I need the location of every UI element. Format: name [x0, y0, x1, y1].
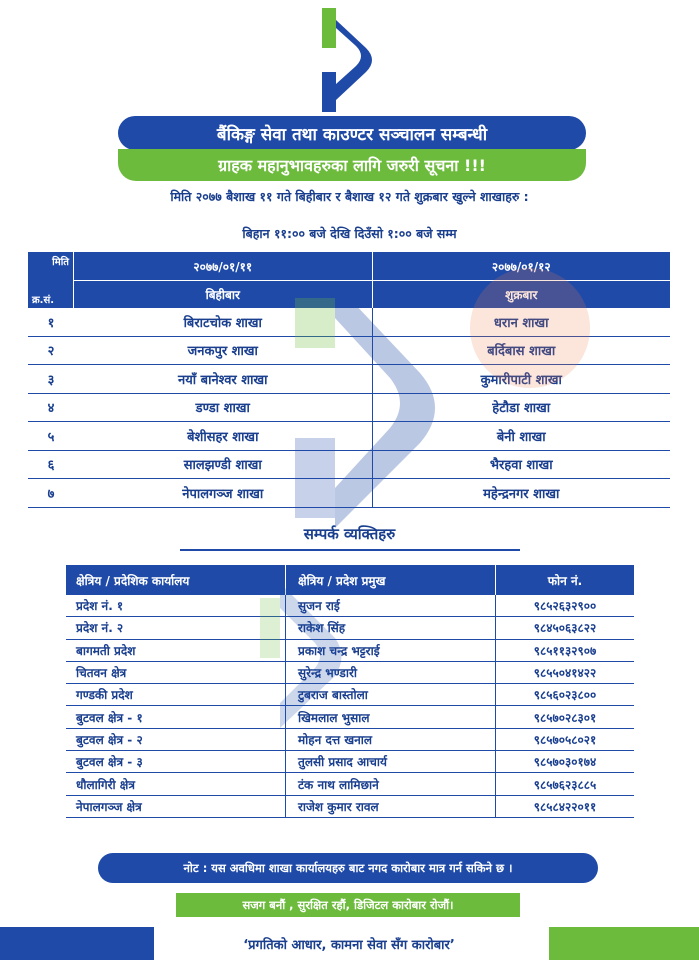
branch-table-header-dates	[28, 252, 670, 280]
branch-table	[28, 252, 670, 508]
contact-phone: ९८५५०४१४२२	[533, 666, 597, 681]
header-corner-bottom	[28, 280, 74, 308]
contact-office: बुटवल क्षेत्र - १	[66, 706, 286, 727]
contact-office: प्रदेश नं. १	[66, 595, 286, 616]
contact-chief: प्रकाश चन्द्र भट्टराई	[286, 640, 496, 661]
branch-sn: ६	[47, 458, 55, 474]
day-col-1: बिहीबार	[74, 280, 373, 308]
branch-thursday: सालझण्डी शाखा	[74, 451, 373, 479]
branch-sn: ४	[47, 401, 55, 417]
header-chief: क्षेत्रिय / प्रदेश प्रमुख	[286, 565, 496, 595]
branch-friday: हेटौडा शाखा	[492, 401, 551, 417]
contact-office: गण्डकी प्रदेश	[66, 684, 286, 705]
contacts-table	[66, 565, 634, 818]
footer-text: ‘प्रगतिको आधार, कामना सेवा सँग कारोबार’	[243, 937, 455, 953]
contact-phone: ९८५२६३२९००	[533, 599, 597, 614]
note-bar	[98, 853, 598, 883]
contact-office: धौलागिरी क्षेत्र	[66, 773, 286, 794]
branch-sn: ७	[47, 486, 55, 502]
branch-thursday: बिराटचोक शाखा	[74, 308, 373, 336]
header-phone: फोन नं.	[547, 573, 583, 588]
branch-friday: बर्दिबास शाखा	[487, 344, 556, 360]
branch-row	[28, 308, 670, 337]
branch-row	[28, 479, 670, 508]
contact-office: प्रदेश नं. २	[66, 617, 286, 638]
contact-chief: टंक नाथ लामिछाने	[286, 773, 496, 794]
contact-chief: राजेश कुमार रावल	[286, 796, 496, 817]
contact-row	[66, 662, 634, 684]
note-text: नोट : यस अवधिमा शाखा कार्यालयहरु बाट नगद कारोबार मात्र गर्न सकिने छ ।	[183, 860, 513, 875]
page-subtitle: ग्राहक महानुभावहरुका लागि जरुरी सूचना !!!	[218, 156, 486, 175]
contact-office: चितवन क्षेत्र	[66, 662, 286, 683]
branch-friday: महेन्द्रनगर शाखा	[483, 486, 560, 502]
contacts-title: सम्पर्क व्यक्तिहरु	[303, 525, 396, 543]
contact-phone: ९८५७६२३८८५	[533, 777, 597, 792]
contact-phone: ९८५११३२९०७	[533, 643, 597, 658]
info-line: मिति २०७७ बैशाख ११ गते बिहीबार र बैशाख १२ गते शुक्रबार खुल्ने शाखाहरु :	[170, 189, 529, 204]
branch-row	[28, 365, 670, 394]
branch-friday: कुमारीपाटी शाखा	[480, 372, 562, 388]
contacts-table-header	[66, 565, 634, 595]
contact-phone: ९८५८४२२०११	[533, 799, 597, 814]
branch-sn: १	[47, 315, 55, 331]
contact-row	[66, 595, 634, 617]
contact-row	[66, 640, 634, 662]
contact-chief: तुलसी प्रसाद आचार्य	[286, 751, 496, 772]
branch-friday: धरान शाखा	[493, 315, 549, 331]
contact-office: नेपालगञ्ज क्षेत्र	[66, 796, 286, 817]
footer-bar	[154, 927, 544, 960]
contact-row	[66, 773, 634, 795]
contact-chief: राकेश सिंह	[286, 617, 496, 638]
contact-row	[66, 751, 634, 773]
contact-row	[66, 796, 634, 818]
corner-sn-label: क्र.सं.	[32, 295, 55, 306]
contact-chief: खिमलाल भुसाल	[286, 706, 496, 727]
branch-thursday: जनकपुर शाखा	[74, 337, 373, 365]
branch-row	[28, 394, 670, 423]
page-title: बैंकिङ्ग सेवा तथा काउण्टर सञ्चालन सम्बन्धी	[216, 124, 488, 145]
branch-row	[28, 337, 670, 366]
contact-row	[66, 684, 634, 706]
contact-office: बुटवल क्षेत्र - ३	[66, 751, 286, 772]
contact-chief: मोहन दत्त खनाल	[286, 729, 496, 750]
bank-logo-icon	[322, 8, 378, 112]
branch-thursday: डण्डा शाखा	[74, 394, 373, 422]
contact-phone: ९८४५०६३८२२	[533, 621, 597, 636]
contact-phone: ९८५७०३०१७४	[533, 755, 597, 770]
branch-friday: भैरहवा शाखा	[489, 458, 553, 474]
contact-chief: टुबराज बास्तोला	[286, 684, 496, 705]
date-col-2: २०७७/०१/१२	[491, 259, 551, 274]
branch-row	[28, 451, 670, 480]
header-office: क्षेत्रिय / प्रदेशिक कार्यालय	[66, 565, 286, 595]
time-line: बिहान ११:०० बजे देखि दिउँसो १:०० बजे सम्म	[242, 226, 457, 241]
contact-row	[66, 706, 634, 728]
contact-row	[66, 617, 634, 639]
contact-office: बागमती प्रदेश	[66, 640, 286, 661]
day-col-2: शुक्रबार	[373, 280, 671, 308]
branch-thursday: नेपालगञ्ज शाखा	[74, 479, 373, 507]
footer-right-block	[549, 927, 699, 960]
branch-thursday: बेशीसहर शाखा	[74, 422, 373, 450]
slogan-text: सजग बनौं , सुरक्षित रहौं, डिजिटल कारोबार रोजौं।	[242, 897, 454, 912]
contact-phone: ९८५६०२३८००	[533, 688, 597, 703]
title-banner	[118, 116, 586, 150]
branch-sn: २	[47, 344, 55, 360]
contact-phone: ९८५७०५८०२१	[533, 732, 597, 747]
corner-date-label: मिति	[52, 257, 69, 268]
contact-chief: सुजन राई	[286, 595, 496, 616]
branch-sn: ५	[47, 429, 55, 445]
branch-sn: ३	[47, 372, 55, 388]
footer-left-block	[0, 927, 154, 960]
branch-friday: बेनी शाखा	[496, 429, 546, 445]
branch-row	[28, 422, 670, 451]
date-col-1: २०७७/०१/११	[74, 252, 373, 280]
slogan-bar	[176, 893, 520, 917]
branch-table-header-days	[28, 280, 670, 308]
contact-row	[66, 729, 634, 751]
contact-office: बुटवल क्षेत्र - २	[66, 729, 286, 750]
contact-chief: सुरेन्द्र भण्डारी	[286, 662, 496, 683]
subtitle-banner	[118, 149, 586, 181]
header-corner	[28, 252, 74, 280]
contacts-title-underline	[180, 549, 520, 551]
branch-thursday: नयाँ बानेश्वर शाखा	[74, 365, 373, 393]
contact-phone: ९८५७०२८३०१	[533, 710, 597, 725]
